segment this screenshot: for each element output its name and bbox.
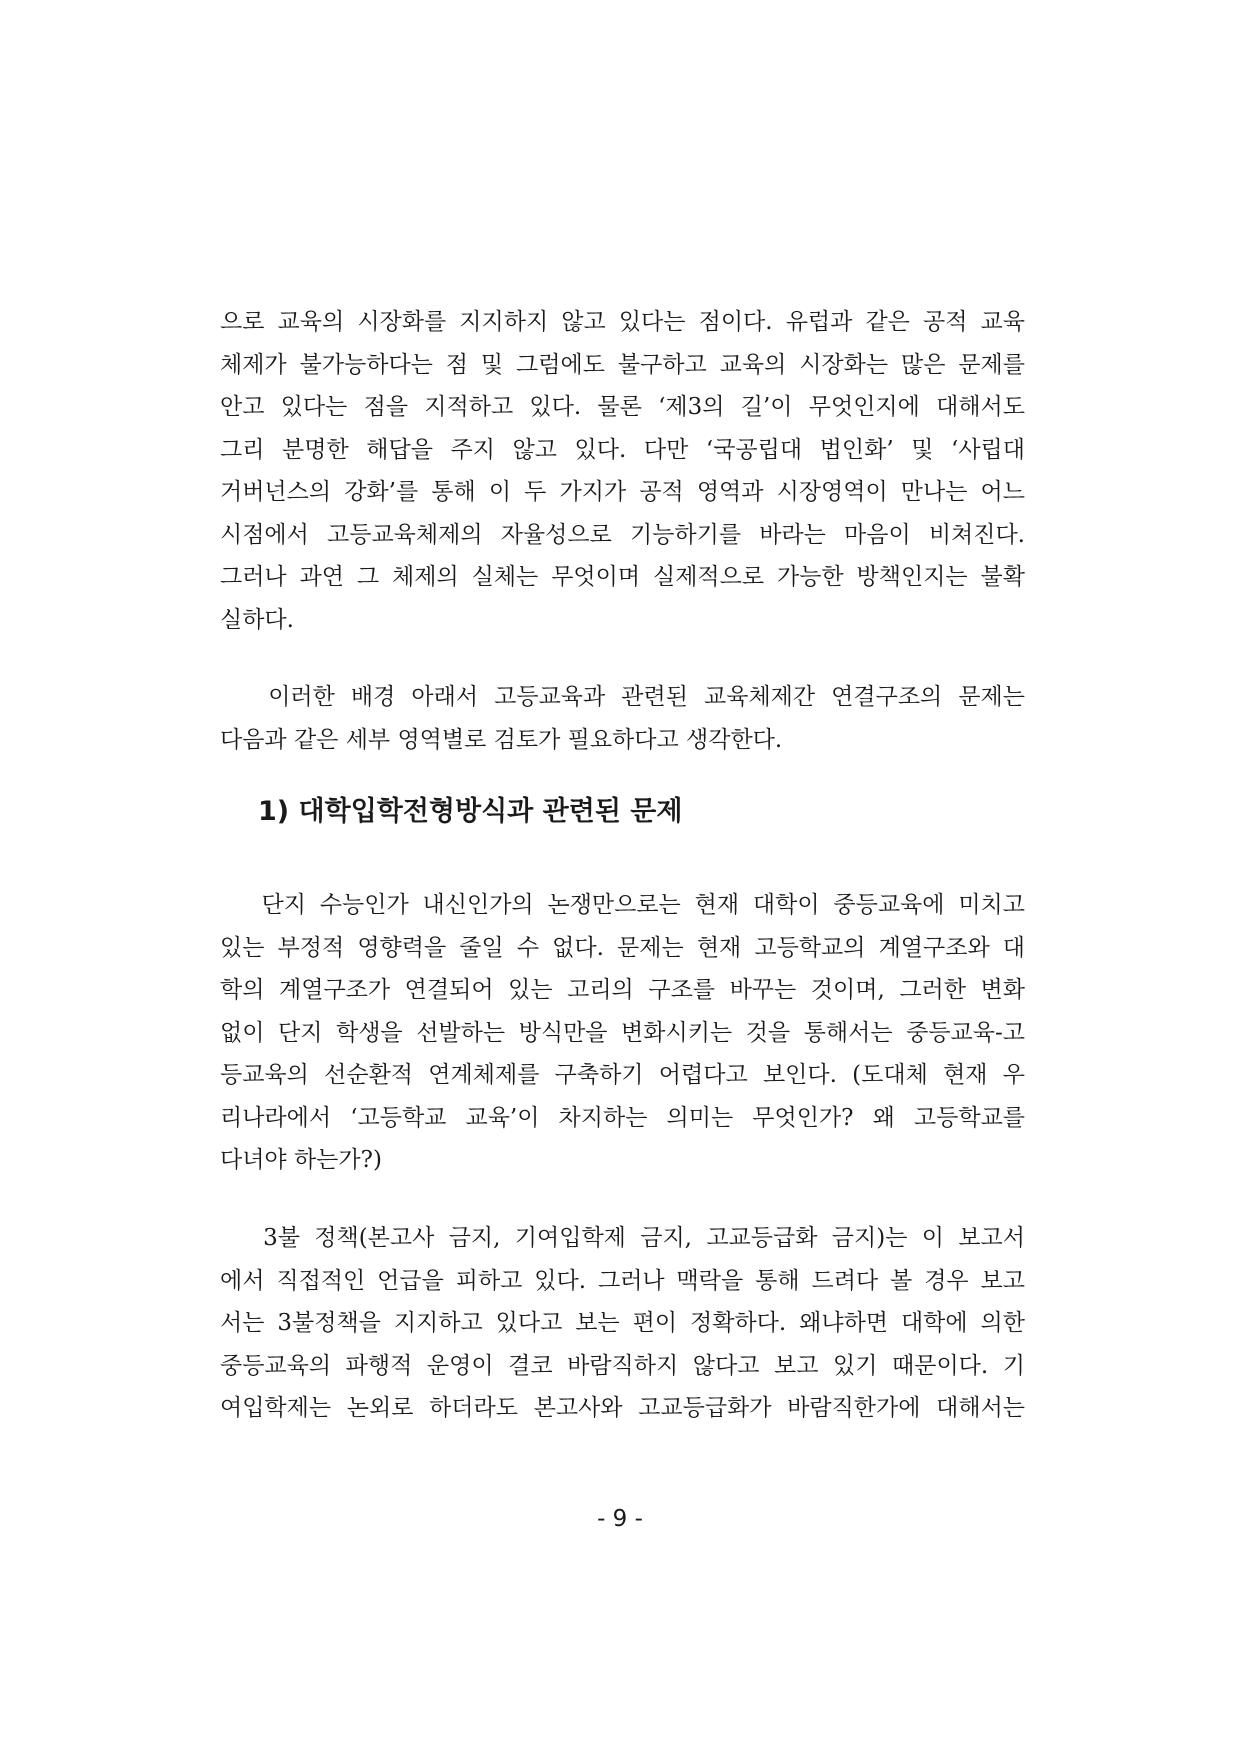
text-line: 체제가 불가능하다는 점 및 그럼에도 불구하고 교육의 시장화는 많은 문제를 bbox=[220, 351, 1025, 378]
text-line: 등교육의 선순환적 연계체제를 구축하기 어렵다고 보인다. (도대체 현재 우 bbox=[220, 1062, 1025, 1088]
text-line: 중등교육의 파행적 운영이 결코 바람직하지 않다고 보고 있기 때문이다. 기 bbox=[220, 1352, 1025, 1379]
text-line: 에서 직접적인 언급을 피하고 있다. 그러나 맥락을 통해 드려다 볼 경우 보고 bbox=[220, 1267, 1025, 1294]
paragraph-2 bbox=[220, 676, 1025, 761]
text-line: 없이 단지 학생을 선발하는 방식만을 변화시키는 것을 통해서는 중등교육-고 bbox=[220, 1019, 1025, 1046]
text-line: 여입학제는 논외로 하더라도 본고사와 고교등급화가 바람직한가에 대해서는 bbox=[220, 1395, 1025, 1421]
text-line: 거버넌스의 강화’를 통해 이 두 가지가 공적 영역과 시장영역이 만나는 어느 bbox=[220, 479, 1025, 505]
text-line: 실하다. bbox=[220, 606, 294, 633]
text-line: 그러나 과연 그 체제의 실체는 무엇이며 실제적으로 가능한 방책인지는 불확 bbox=[220, 564, 1025, 590]
section-heading: 1) 대학입학전형방식과 관련된 문제 bbox=[258, 796, 683, 827]
text-line: 그리 분명한 해답을 주지 않고 있다. 다만 ‘국공립대 법인화’ 및 ‘사립대 bbox=[220, 436, 1025, 463]
text-line: 으로 교육의 시장화를 지지하지 않고 있다는 점이다. 유럽과 같은 공적 교육 bbox=[220, 309, 1025, 335]
text-line: 다녀야 하는가?) bbox=[220, 1147, 382, 1173]
text-line: 이러한 배경 아래서 고등교육과 관련된 교육체제간 연결구조의 문제는 bbox=[220, 684, 1025, 710]
paragraph-4 bbox=[220, 1217, 1025, 1430]
text-line: 시점에서 고등교육체제의 자율성으로 기능하기를 바라는 마음이 비쳐진다. bbox=[220, 521, 1025, 548]
page-number: - 9 - bbox=[597, 1506, 643, 1532]
text-line: 3불 정책(본고사 금지, 기여입학제 금지, 고교등급화 금지)는 이 보고서 bbox=[220, 1225, 1025, 1251]
paragraph-1 bbox=[220, 301, 1025, 641]
text-line: 학의 계열구조가 연결되어 있는 고리의 구조를 바꾸는 것이며, 그러한 변화 bbox=[220, 977, 1025, 1003]
text-line: 단지 수능인가 내신인가의 논쟁만으로는 현재 대학이 중등교육에 미치고 bbox=[220, 892, 1025, 918]
paragraph-3 bbox=[220, 884, 1025, 1182]
text-line: 다음과 같은 세부 영역별로 검토가 필요하다고 생각한다. bbox=[220, 726, 783, 753]
text-line: 리나라에서 ‘고등학교 교육’이 차지하는 의미는 무엇인가? 왜 고등학교를 bbox=[220, 1104, 1025, 1131]
text-line: 있는 부정적 영향력을 줄일 수 없다. 문제는 현재 고등학교의 계열구조와 대 bbox=[220, 934, 1025, 961]
text-line: 안고 있다는 점을 지적하고 있다. 물론 ‘제3의 길’이 무엇인지에 대해서도 bbox=[220, 394, 1025, 420]
text-line: 서는 3불정책을 지지하고 있다고 보는 편이 정확하다. 왜냐하면 대학에 의한 bbox=[220, 1310, 1025, 1336]
